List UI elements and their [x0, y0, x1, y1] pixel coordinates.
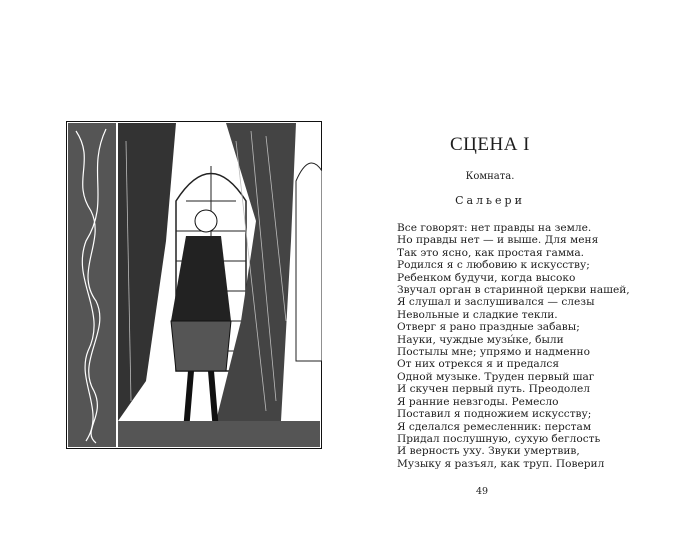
- verse-line: Музыку я разъял, как труп. Поверил: [397, 457, 605, 470]
- verse-line: Придал послушную, сухую беглость: [397, 432, 601, 445]
- verse-line: Но правды нет — и выше. Для меня: [397, 234, 599, 247]
- verse-line: Все говорят: нет правды на земле.: [397, 222, 592, 234]
- verse-line: Я сделался ремесленник: перстам: [397, 420, 592, 433]
- verse-line: Ребенком будучи, когда высоко: [397, 271, 576, 284]
- verse-text: [397, 222, 630, 470]
- scene-place: Комната.: [465, 171, 515, 182]
- verse-line: Поставил я подножием искусству;: [397, 408, 592, 421]
- scene-title: СЦЕНА I: [449, 134, 531, 155]
- verse-line: Я слушал и заслушивался — слезы: [397, 296, 595, 309]
- verse-line: Одной музыке. Труден первый шаг: [397, 370, 595, 383]
- verse-line: Так это ясно, как простая гамма.: [397, 246, 585, 259]
- verse-line: Родился я с любовию к искусству;: [397, 259, 590, 272]
- verse-line: Звучал орган в старинной церкви нашей,: [397, 284, 630, 297]
- verse-line: И верность уху. Звуки умертвив,: [397, 445, 580, 458]
- verse-line: Отверг я рано праздные забавы;: [397, 321, 580, 334]
- verse-line: И скучен первый путь. Преодолел: [397, 383, 590, 396]
- verse-line: Я ранние невзгоды. Ремесло: [397, 395, 559, 408]
- speaker-name: Сальери: [455, 194, 525, 207]
- illustration-salieri-at-curtain: [66, 121, 322, 449]
- verse-line: Невольные и сладкие текли.: [397, 308, 558, 321]
- page-number: 49: [475, 486, 489, 497]
- verse-line: Постылы мне; упрямо и надменно: [397, 346, 590, 359]
- verse-line: Науки, чуждые музы́ке, были: [397, 333, 564, 346]
- verse-line: От них отрекся я и предался: [397, 358, 560, 371]
